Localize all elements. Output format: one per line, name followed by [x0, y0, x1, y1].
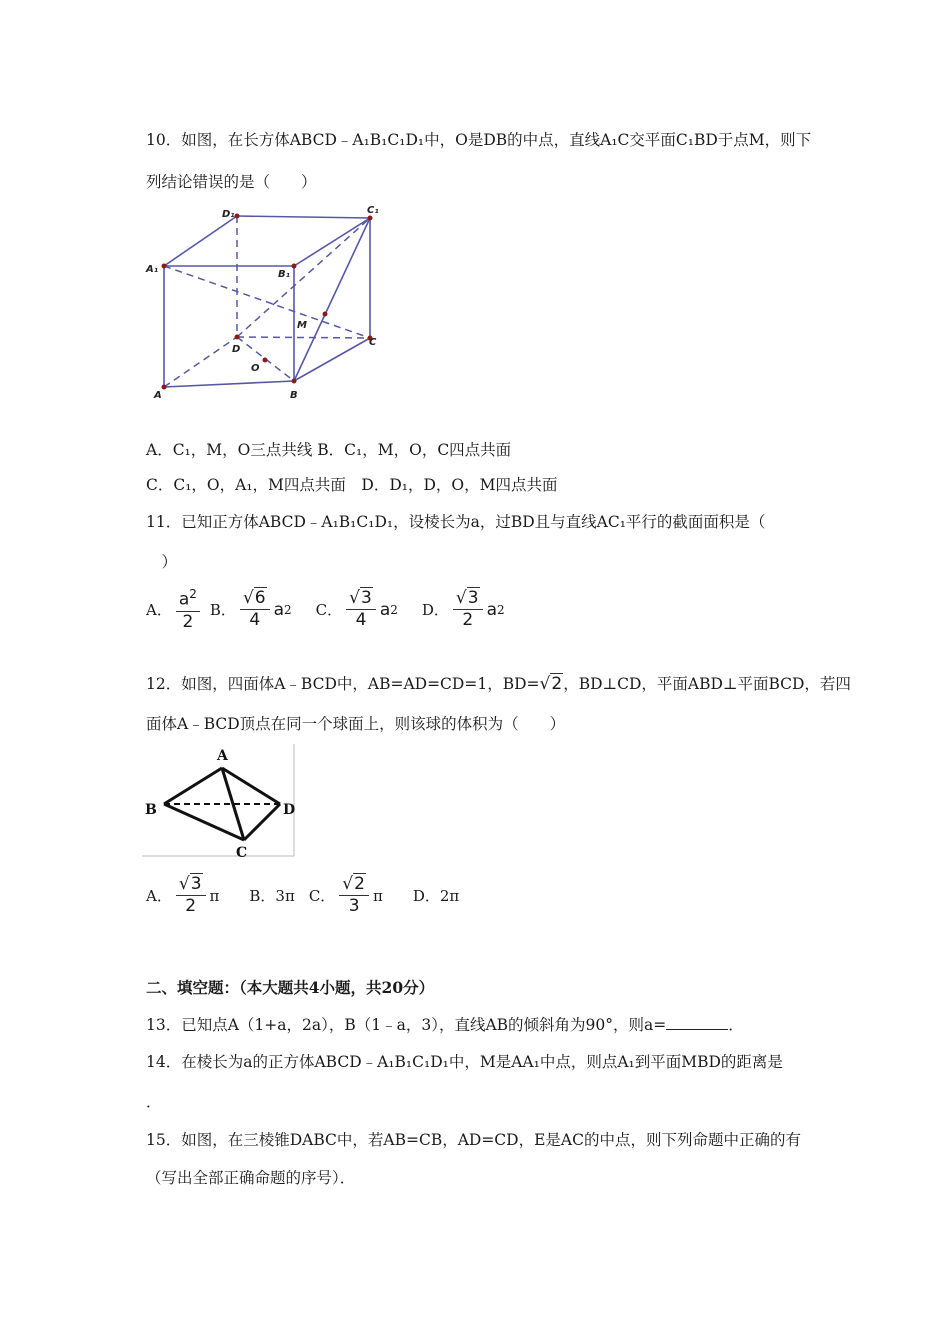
q11-option-b: [209, 587, 292, 630]
q12-option-d: D．2π: [412, 887, 460, 906]
q14-stem-line1: 14．在棱长为a的正方体ABCD﹣A₁B₁C₁D₁中，M是AA₁中点，则点A₁到平面MBD的距离是: [146, 1053, 783, 1071]
q12-option-c: [309, 876, 383, 916]
label-A: A: [217, 748, 228, 764]
pi-symbol: π: [372, 886, 383, 905]
label-B: B: [145, 802, 157, 818]
denominator: 3: [348, 895, 360, 916]
label-D: D: [232, 344, 241, 355]
q11-option-a: [146, 588, 204, 631]
option-label: A．: [146, 601, 172, 620]
variable: a: [273, 599, 285, 620]
label-B1: B₁: [278, 269, 291, 280]
radicand: 3: [361, 587, 372, 608]
q15-stem-line2: （写出全部正确命题的序号）．: [146, 1169, 356, 1187]
q13-end: ．: [728, 1016, 744, 1034]
option-label: B．: [209, 601, 236, 620]
fraction: $\frac{√3}{2}$: [176, 876, 206, 916]
q11-options: [146, 588, 505, 631]
q12-option-a: [146, 876, 219, 916]
superscript: 2: [497, 602, 505, 617]
radicand: 3: [467, 587, 479, 608]
q14-stem-line2: ．: [146, 1093, 162, 1111]
numerator: a: [178, 589, 190, 610]
pi-symbol: π: [209, 886, 220, 905]
superscript: 2: [390, 602, 398, 617]
section-heading: 二、填空题：（本大题共4小题，共20分）: [146, 978, 435, 997]
label-C1: C₁: [367, 205, 379, 216]
q13-text: 13．已知点A（1+a，2a），B（1﹣a，3），直线AB的倾斜角为90°，则a=: [146, 1016, 667, 1034]
q10-stem-line1: 10．如图，在长方体ABCD﹣A₁B₁C₁D₁中，O是DB的中点，直线A₁C交平面C₁BD于点M，则下: [146, 131, 812, 149]
radicand: 3: [190, 874, 202, 894]
fraction: $\frac{√6}{4}$: [240, 590, 270, 630]
denominator: 4: [355, 609, 367, 630]
label-M: M: [297, 320, 307, 331]
denominator: 2: [185, 895, 197, 916]
fraction: $\frac{√3}{2}$: [453, 590, 483, 630]
radicand: 2: [354, 874, 365, 894]
q12-stem-line2: 面体A﹣BCD顶点在同一个球面上，则该球的体积为（ ）: [146, 715, 566, 733]
variable: a: [379, 599, 391, 620]
q11-option-c: [315, 587, 398, 630]
fraction: $\frac{√3}{4}$: [346, 590, 376, 630]
option-label: C．: [315, 601, 343, 620]
label-O: O: [251, 363, 260, 374]
fraction: [176, 588, 200, 631]
q12-tetrahedron-figure: [142, 744, 298, 860]
option-label: C．: [308, 887, 336, 906]
q12-option-b: B．3π: [249, 887, 295, 906]
q11-stem-line1: 11．已知正方体ABCD﹣A₁B₁C₁D₁，设棱长为a，过BD且与直线AC₁平行的截面面积是（: [146, 513, 766, 531]
label-D: D: [283, 802, 296, 818]
fraction: $\frac{√2}{3}$: [339, 876, 369, 916]
q15-stem-line1: 15．如图，在三棱锥DABC中，若AB=CB，AD=CD，E是AC的中点，则下列命题中正确的有: [146, 1131, 801, 1149]
q10-cuboid-figure: [140, 200, 390, 405]
label-A: A: [154, 390, 162, 401]
q10-options-ab: A．C₁，M，O三点共线 B．C₁，M，O，C四点共面: [146, 441, 512, 459]
label-C: C: [369, 337, 377, 348]
label-A1: A₁: [146, 264, 159, 275]
denominator: 2: [462, 609, 474, 630]
radicand: 6: [254, 587, 266, 608]
q12-options: [146, 876, 459, 916]
q12-stem-line1: 12．如图，四面体A﹣BCD中，AB=AD=CD=1，BD=√2，BD⊥CD，平面ABD⊥平面BCD，若四: [146, 674, 851, 694]
q13-stem: [146, 1013, 744, 1035]
q12-text-b: ，BD⊥CD，平面ABD⊥平面BCD，若四: [563, 675, 851, 693]
superscript: 2: [189, 587, 197, 601]
answer-blank[interactable]: [666, 1015, 728, 1030]
label-B: B: [290, 390, 298, 401]
label-D1: D₁: [222, 209, 235, 220]
q11-stem-line2: ）: [146, 553, 178, 571]
denominator: 2: [182, 611, 194, 632]
option-label: D．: [421, 601, 449, 620]
q12-text-a: 12．如图，四面体A﹣BCD中，AB=AD=CD=1，BD=: [146, 675, 540, 693]
superscript: 2: [284, 602, 292, 617]
q11-option-d: [421, 587, 505, 630]
denominator: 4: [249, 609, 261, 630]
label-C: C: [236, 845, 248, 860]
variable: a: [486, 599, 498, 620]
sqrt-value: 2: [551, 674, 563, 694]
option-label: A．: [146, 887, 172, 906]
q10-options-cd: C．C₁，O，A₁，M四点共面 D．D₁，D，O，M四点共面: [146, 476, 558, 494]
q10-stem-line2: 列结论错误的是（ ）: [146, 173, 317, 191]
